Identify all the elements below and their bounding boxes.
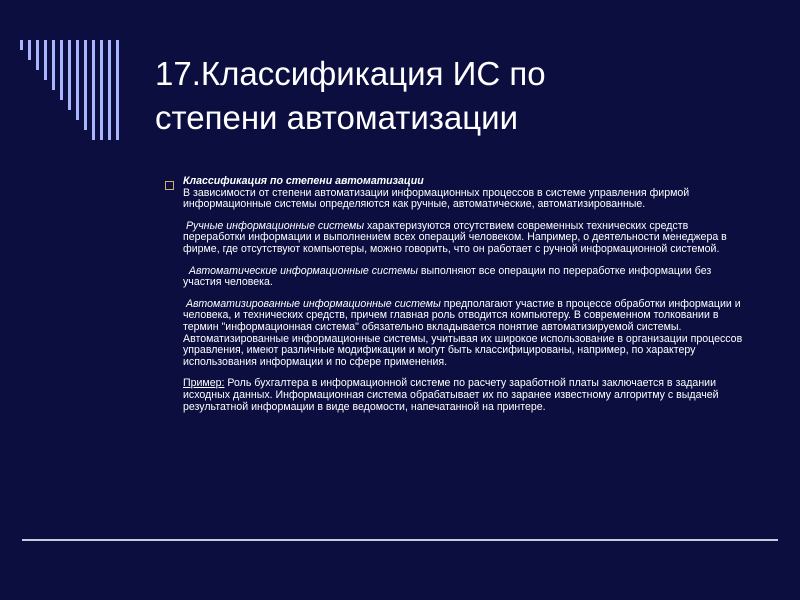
square-bullet-icon (165, 181, 174, 190)
auto-paragraph (183, 266, 743, 289)
intro-paragraph (183, 176, 743, 211)
title-line-1: 17.Классификация ИС по (155, 55, 546, 92)
example-text: Роль бухгалтера в информационной системе по расчету заработной платы заключается в задании исходных данных. Информационная система обрабатывает их по заранее известному алгоритму с выдачей результатной информации в виде ведомости, напечатанной на принтере. (183, 377, 719, 413)
section-heading: Классификация по степени автоматизации (183, 175, 424, 187)
auto-term: Автоматические информационные системы (188, 264, 418, 277)
auto-text: выполняют все операции по переработке информации без участия человека. (183, 264, 712, 289)
automated-text: предполагают участие в процессе обработки информации и человека, и технических средств, причем главная роль отводится компьютеру. В современном толковании в термин "информационная система" обязательно вкладывается понятие автоматизируемой системы. Автоматизированные информационные системы, учитывая их широкое использование в организации процессов управления, имеют различные модификации и могут быть классифицированы, например, по характеру использования информации и по сфере применения. (183, 297, 743, 368)
example-label: Пример: (183, 377, 225, 390)
slide-body (183, 176, 743, 423)
manual-paragraph (183, 221, 743, 256)
automated-term: Автоматизированные информационные системы (185, 297, 441, 310)
bottom-divider (22, 539, 778, 541)
decorative-stripes (0, 0, 130, 140)
manual-text: характеризуются отсутствием современных технических средств переработки информации и выполнением всех операций человеком. Например, о деятельности менеджера в фирме, где отсутствуют компьютеры, можно говорить, что он работает с ручной информационной системой. (183, 219, 727, 255)
example-paragraph (183, 378, 743, 413)
manual-term: Ручные информационные системы (185, 219, 365, 232)
title-line-2: степени автоматизации (155, 99, 519, 136)
slide-title (155, 52, 775, 140)
automated-paragraph (183, 299, 743, 369)
intro-text: В зависимости от степени автоматизации информационных процессов в системе управления фирмой информационные системы определяются как ручные, автоматические, автоматизированные. (183, 186, 690, 211)
